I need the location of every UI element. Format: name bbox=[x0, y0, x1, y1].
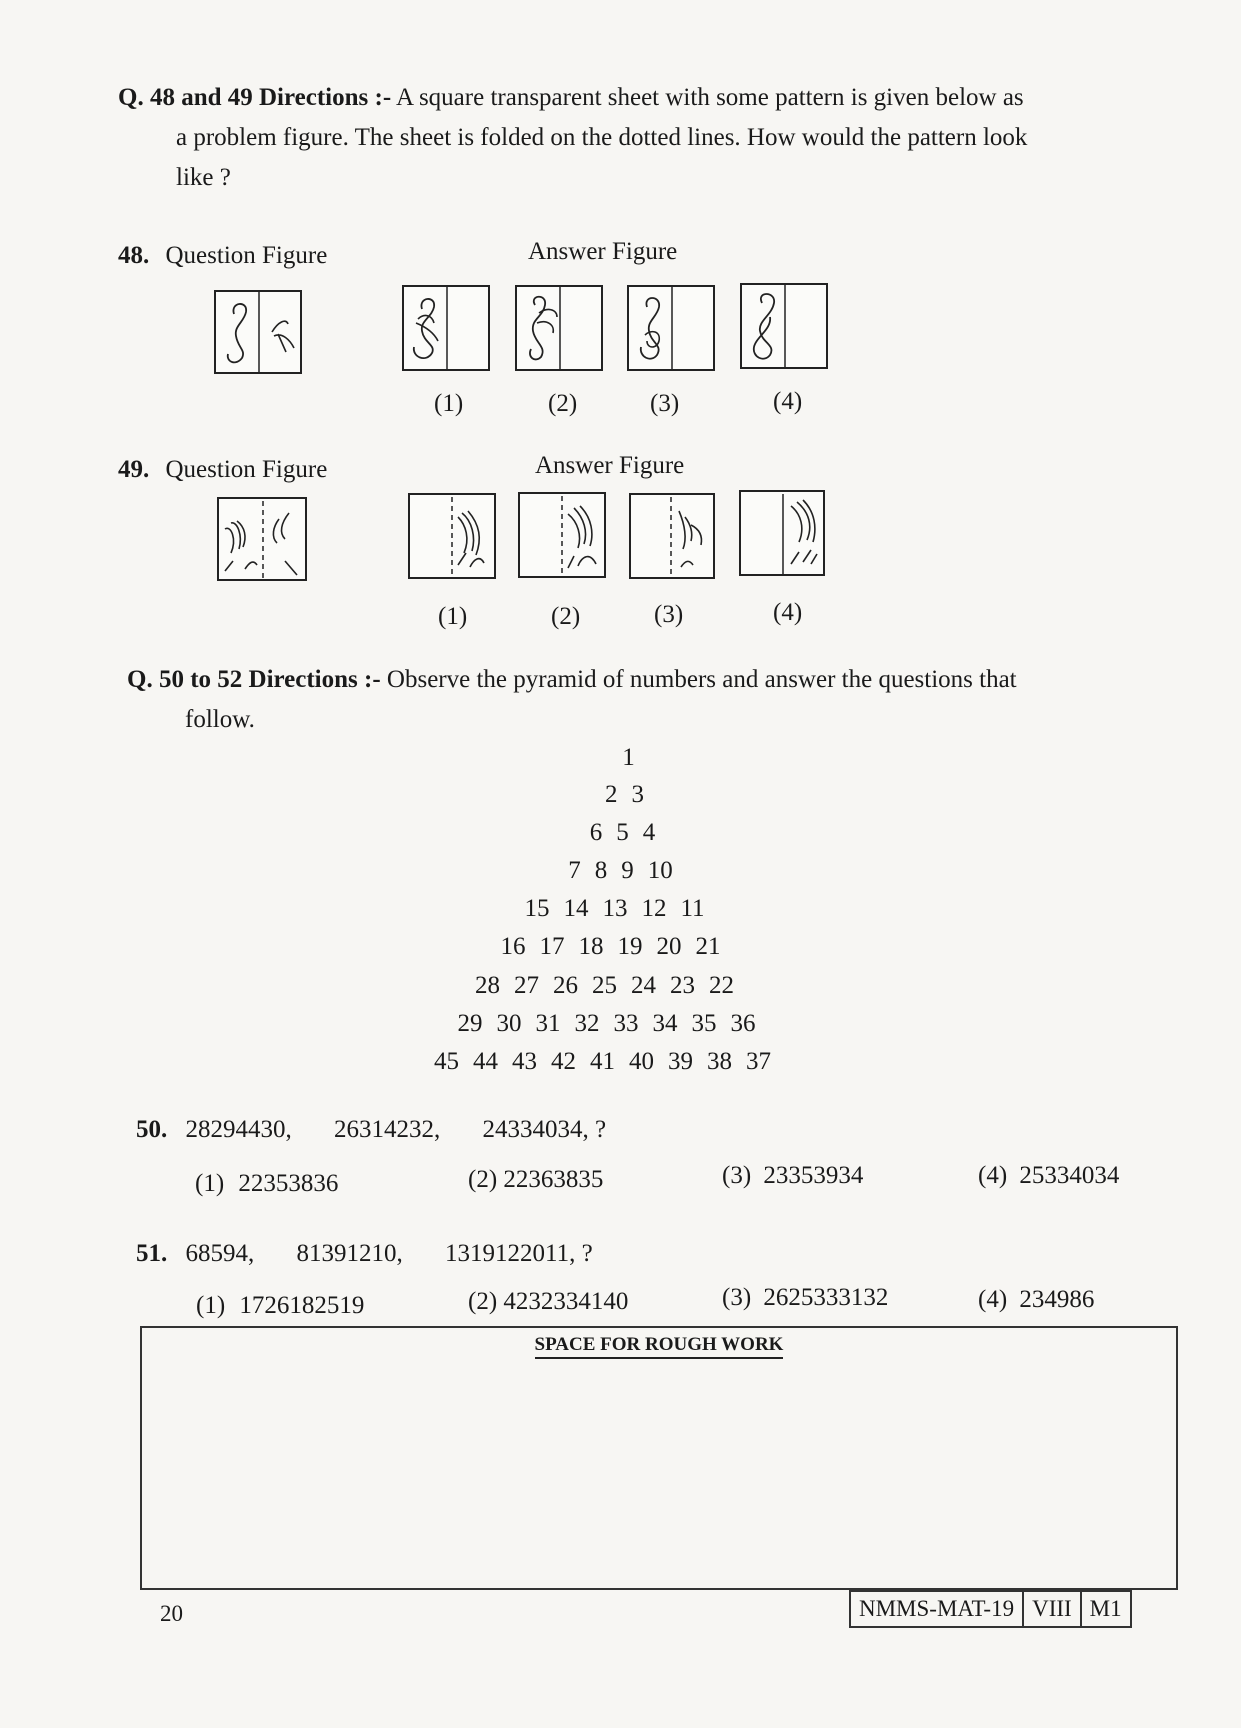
q48-header bbox=[118, 238, 327, 274]
q51-option-3[interactable] bbox=[722, 1280, 888, 1316]
q50-option-1-value: 22353836 bbox=[238, 1170, 339, 1197]
pyramid-number: 39 bbox=[668, 1048, 693, 1075]
q49-question-figure-drawing bbox=[219, 499, 307, 581]
q50-option-3[interactable] bbox=[722, 1158, 863, 1194]
q49-answer-figure-2[interactable] bbox=[518, 492, 606, 578]
q50-option-4-value: 25334034 bbox=[1019, 1162, 1120, 1189]
directions-48-49-label: Q. 48 and 49 Directions :- bbox=[118, 84, 392, 111]
pyramid-row bbox=[2, 819, 1241, 855]
pyramid-number: 24 bbox=[631, 972, 656, 999]
q51-option-4[interactable] bbox=[978, 1282, 1094, 1318]
pyramid-row bbox=[8, 744, 1241, 780]
q51-option-1-num: (1) bbox=[196, 1292, 226, 1319]
q48-answer-figure-2[interactable] bbox=[515, 285, 603, 371]
q49-answer-label: Answer Figure bbox=[535, 452, 685, 479]
q49-option-1-label: (1) bbox=[438, 603, 468, 630]
q48-option-4-label: (4) bbox=[773, 388, 803, 415]
q48-answer-figure-1[interactable] bbox=[402, 285, 490, 371]
pyramid-number: 15 bbox=[524, 895, 550, 922]
q50-option-1-num: (1) bbox=[195, 1170, 225, 1197]
q48-answer-figure-4[interactable] bbox=[740, 283, 828, 369]
q51-option-2-value: 4232334140 bbox=[503, 1288, 629, 1315]
q48-answer-3-drawing bbox=[629, 287, 715, 371]
pyramid-number: 36 bbox=[730, 1010, 756, 1037]
q51-term-3: 1319122011, ? bbox=[445, 1240, 593, 1267]
q49-question-label: Question Figure bbox=[165, 456, 328, 483]
rough-work-box bbox=[140, 1326, 1178, 1590]
pyramid-number: 28 bbox=[475, 972, 500, 999]
pyramid-number: 38 bbox=[707, 1048, 732, 1075]
directions-50-52 bbox=[127, 660, 1187, 740]
q51-option-2-num: (2) bbox=[468, 1288, 498, 1315]
pyramid-number: 1 bbox=[622, 744, 635, 771]
pyramid-number: 16 bbox=[500, 933, 526, 960]
pyramid-number: 19 bbox=[617, 933, 643, 960]
directions-48-49-line1 bbox=[118, 78, 1178, 118]
q49-question-figure bbox=[217, 497, 307, 581]
pyramid-number: 42 bbox=[551, 1048, 576, 1075]
rough-work-title: SPACE FOR ROUGH WORK bbox=[535, 1334, 784, 1359]
pyramid-number: 44 bbox=[473, 1048, 498, 1075]
q48-option-2-label: (2) bbox=[548, 390, 578, 417]
q48-answer-4-drawing bbox=[742, 285, 828, 369]
paper-set: M1 bbox=[1089, 1596, 1122, 1621]
q49-option-4-label: (4) bbox=[773, 599, 803, 626]
pyramid-number: 35 bbox=[691, 1010, 717, 1037]
q49-option-2-label: (2) bbox=[551, 603, 581, 630]
pyramid-number: 22 bbox=[709, 972, 734, 999]
q49-number: 49. bbox=[118, 456, 150, 483]
q51-term-2: 81391210, bbox=[296, 1240, 403, 1267]
q49-answer-figure-1[interactable] bbox=[408, 493, 496, 579]
pyramid-number: 18 bbox=[578, 933, 604, 960]
pyramid-number: 14 bbox=[563, 895, 589, 922]
pyramid-row bbox=[0, 972, 1225, 1008]
q48-option-1-label: (1) bbox=[434, 390, 464, 417]
directions-48-49 bbox=[118, 78, 1178, 198]
pyramid-number: 32 bbox=[574, 1010, 600, 1037]
q48-answer-figure-3[interactable] bbox=[627, 285, 715, 371]
directions-48-49-text2: a problem figure. The sheet is folded on the dotted lines. How would the pattern look bbox=[176, 124, 1028, 151]
pyramid-number: 12 bbox=[641, 895, 667, 922]
directions-48-49-text1: A square transparent sheet with some pattern is given below as bbox=[396, 84, 1024, 111]
q48-question-figure-drawing bbox=[216, 292, 302, 374]
pyramid-number: 25 bbox=[592, 972, 617, 999]
q51-term-1: 68594, bbox=[185, 1240, 255, 1267]
q48-answer-label: Answer Figure bbox=[528, 238, 678, 265]
page-number: 20 bbox=[160, 1601, 183, 1626]
q50-option-1[interactable] bbox=[195, 1166, 338, 1202]
q48-question-label: Question Figure bbox=[165, 242, 328, 269]
q48-answer-1-drawing bbox=[404, 287, 490, 371]
q49-answer-1-drawing bbox=[410, 495, 496, 579]
q48-question-figure bbox=[214, 290, 302, 374]
q50-term-3: 24334034, ? bbox=[482, 1116, 607, 1143]
pyramid-number: 40 bbox=[629, 1048, 654, 1075]
paper-class: VIII bbox=[1024, 1592, 1082, 1626]
pyramid-row bbox=[0, 1010, 1227, 1046]
pyramid-number: 17 bbox=[539, 933, 565, 960]
q49-option-3-label: (3) bbox=[654, 601, 684, 628]
paper-code: NMMS-MAT-19 bbox=[851, 1592, 1024, 1626]
pyramid-number: 21 bbox=[695, 933, 721, 960]
q50-option-3-value: 23353934 bbox=[763, 1162, 864, 1189]
pyramid-row bbox=[0, 895, 1235, 931]
pyramid-number: 29 bbox=[457, 1010, 483, 1037]
q49-answer-2-drawing bbox=[520, 494, 606, 578]
pyramid-number: 45 bbox=[434, 1048, 459, 1075]
pyramid-number: 9 bbox=[621, 857, 634, 884]
q50-option-2-value: 22363835 bbox=[503, 1166, 604, 1193]
q51-option-4-value: 234986 bbox=[1019, 1286, 1095, 1313]
directions-50-52-text2: follow. bbox=[185, 706, 255, 733]
pyramid-number: 31 bbox=[535, 1010, 561, 1037]
q48-answer-2-drawing bbox=[517, 287, 603, 371]
pyramid-number: 33 bbox=[613, 1010, 639, 1037]
q48-number: 48. bbox=[118, 242, 150, 269]
q49-answer-figure-4[interactable] bbox=[739, 490, 825, 576]
q51-series bbox=[136, 1236, 593, 1272]
q50-term-1: 28294430, bbox=[185, 1116, 292, 1143]
pyramid-number: 13 bbox=[602, 895, 628, 922]
q51-number: 51. bbox=[136, 1240, 168, 1267]
pyramid-number: 10 bbox=[647, 857, 673, 884]
directions-50-52-line1 bbox=[127, 660, 1187, 700]
pyramid-number: 27 bbox=[514, 972, 539, 999]
pyramid-number: 6 bbox=[589, 819, 603, 846]
pyramid-number: 4 bbox=[642, 819, 656, 846]
q50-number: 50. bbox=[136, 1116, 168, 1143]
pyramid-row bbox=[0, 933, 1231, 969]
q50-option-4-num: (4) bbox=[978, 1162, 1008, 1189]
q49-answer-4-drawing bbox=[741, 492, 825, 576]
q50-term-2: 26314232, bbox=[334, 1116, 441, 1143]
pyramid-number: 41 bbox=[590, 1048, 615, 1075]
pyramid-number: 43 bbox=[512, 1048, 537, 1075]
pyramid-row bbox=[4, 781, 1241, 817]
pyramid-number: 23 bbox=[670, 972, 695, 999]
pyramid-number: 7 bbox=[568, 857, 581, 884]
pyramid-number: 20 bbox=[656, 933, 682, 960]
pyramid-number: 5 bbox=[616, 819, 629, 846]
q50-option-4[interactable] bbox=[978, 1158, 1119, 1194]
directions-50-52-label: Q. 50 to 52 Directions :- bbox=[127, 666, 381, 693]
q51-option-3-num: (3) bbox=[722, 1284, 752, 1311]
pyramid-number: 30 bbox=[496, 1010, 522, 1037]
q48-option-3-label: (3) bbox=[650, 390, 680, 417]
q51-option-2[interactable] bbox=[468, 1284, 628, 1320]
q51-option-1-value: 1726182519 bbox=[239, 1292, 365, 1319]
q49-answer-3-drawing bbox=[631, 495, 715, 579]
pyramid-number: 37 bbox=[746, 1048, 771, 1075]
q51-option-3-value: 2625333132 bbox=[763, 1284, 889, 1311]
pyramid-row bbox=[0, 1048, 1223, 1084]
directions-50-52-text1: Observe the pyramid of numbers and answer the questions that bbox=[386, 666, 1017, 693]
pyramid-number: 2 bbox=[605, 781, 618, 808]
pyramid-number: 3 bbox=[631, 781, 644, 808]
q49-answer-figure-3[interactable] bbox=[629, 493, 715, 579]
pyramid-number: 26 bbox=[553, 972, 578, 999]
rough-work-title-wrap bbox=[142, 1334, 1176, 1356]
pyramid-number: 11 bbox=[680, 895, 705, 922]
q50-option-2-num: (2) bbox=[468, 1166, 498, 1193]
pyramid-number: 34 bbox=[652, 1010, 678, 1037]
directions-48-49-text3: like ? bbox=[176, 164, 231, 191]
paper-code-box bbox=[849, 1590, 1132, 1628]
q50-option-2[interactable] bbox=[468, 1162, 603, 1198]
q51-option-4-num: (4) bbox=[978, 1286, 1008, 1313]
q50-series bbox=[136, 1112, 606, 1148]
q49-header bbox=[118, 452, 327, 488]
pyramid-row bbox=[0, 857, 1241, 893]
q51-option-1[interactable] bbox=[196, 1288, 364, 1324]
q50-option-3-num: (3) bbox=[722, 1162, 752, 1189]
pyramid-number: 8 bbox=[594, 857, 608, 884]
